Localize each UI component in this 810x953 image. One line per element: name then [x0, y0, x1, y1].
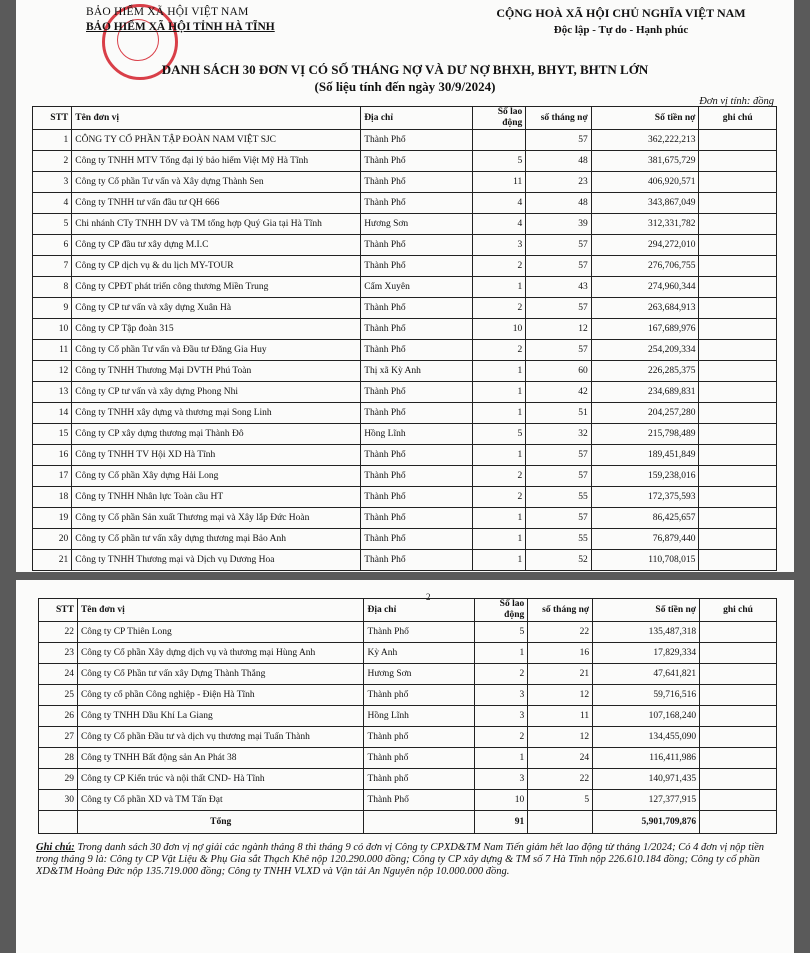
cell-note [699, 298, 777, 319]
cell-amount: 140,971,435 [593, 769, 700, 790]
col-note: ghi chú [700, 599, 777, 622]
cell-note [699, 256, 777, 277]
cell-workers: 10 [475, 790, 528, 811]
total-empty [364, 811, 475, 834]
cell-address: Cẩm Xuyên [361, 277, 473, 298]
table-row [33, 235, 777, 256]
cell-months: 24 [528, 748, 593, 769]
cell-name: Công ty TNHH Dầu Khí La Giang [77, 706, 363, 727]
cell-months: 43 [526, 277, 591, 298]
cell-name: Công ty cổ phần Công nghiệp - Điện Hà Tĩnh [77, 685, 363, 706]
cell-stt: 24 [39, 664, 78, 685]
cell-stt: 15 [33, 424, 72, 445]
cell-name: Công ty Cổ phần Xây dựng Hải Long [72, 466, 361, 487]
cell-address: Hương Sơn [364, 664, 475, 685]
cell-workers: 4 [472, 214, 525, 235]
cell-address: Thành Phố [361, 256, 473, 277]
cell-stt: 6 [33, 235, 72, 256]
cell-stt: 1 [33, 130, 72, 151]
total-empty [39, 811, 78, 834]
cell-months: 32 [526, 424, 591, 445]
cell-amount: 167,689,976 [591, 319, 699, 340]
cell-months: 57 [526, 256, 591, 277]
col-workers: Số lao động [475, 599, 528, 622]
cell-name: Công ty CP Thiên Long [77, 622, 363, 643]
table-row [33, 193, 777, 214]
table-row [33, 214, 777, 235]
cell-stt: 4 [33, 193, 72, 214]
cell-stt: 14 [33, 403, 72, 424]
cell-workers: 2 [472, 466, 525, 487]
cell-workers: 1 [472, 550, 525, 571]
cell-note [699, 508, 777, 529]
table-row [33, 529, 777, 550]
cell-amount: 172,375,593 [591, 487, 699, 508]
cell-months: 60 [526, 361, 591, 382]
cell-workers: 5 [472, 151, 525, 172]
cell-workers: 2 [475, 727, 528, 748]
cell-months: 52 [526, 550, 591, 571]
cell-name: Công ty CP đầu tư xây dựng M.I.C [72, 235, 361, 256]
cell-workers: 3 [475, 706, 528, 727]
cell-workers [472, 130, 525, 151]
cell-workers: 2 [475, 664, 528, 685]
total-amount: 5,901,709,876 [593, 811, 700, 834]
cell-address: Thành phố [364, 748, 475, 769]
total-empty [528, 811, 593, 834]
cell-note [699, 130, 777, 151]
page-1 [16, 0, 794, 572]
cell-months: 48 [526, 151, 591, 172]
cell-name: Công ty Cổ phần XD và TM Tấn Đạt [77, 790, 363, 811]
total-empty [700, 811, 777, 834]
cell-name: Chi nhánh CTy TNHH DV và TM tổng hợp Quý Gia tại Hà Tĩnh [72, 214, 361, 235]
table-row [39, 706, 777, 727]
cell-stt: 11 [33, 340, 72, 361]
table-row [39, 748, 777, 769]
cell-stt: 12 [33, 361, 72, 382]
cell-months: 5 [528, 790, 593, 811]
cell-amount: 294,272,010 [591, 235, 699, 256]
cell-workers: 2 [472, 256, 525, 277]
table-row [33, 445, 777, 466]
cell-name: CÔNG TY CỔ PHẦN TẬP ĐOÀN NAM VIỆT SJC [72, 130, 361, 151]
cell-workers: 1 [475, 748, 528, 769]
cell-workers: 1 [475, 643, 528, 664]
cell-amount: 47,641,821 [593, 664, 700, 685]
cell-amount: 312,331,782 [591, 214, 699, 235]
cell-workers: 2 [472, 340, 525, 361]
cell-stt: 13 [33, 382, 72, 403]
cell-amount: 276,706,755 [591, 256, 699, 277]
cell-workers: 5 [475, 622, 528, 643]
cell-name: Công ty TNHH Thương Mại DVTH Phú Toàn [72, 361, 361, 382]
agency-name: BẢO HIỂM XÃ HỘI TỈNH HÀ TĨNH [86, 21, 275, 33]
cell-name: Công ty Cổ phần tư vấn xây dựng thương mại Bảo Anh [72, 529, 361, 550]
cell-note [700, 748, 777, 769]
motto: Độc lập - Tự do - Hạnh phúc [553, 24, 689, 36]
cell-address: Thành Phố [361, 487, 473, 508]
col-amount: Số tiền nợ [591, 107, 699, 130]
cell-amount: 204,257,280 [591, 403, 699, 424]
national-motto [456, 6, 786, 36]
cell-name: Công ty CP xây dựng thương mại Thành Đô [72, 424, 361, 445]
cell-address: Kỳ Anh [364, 643, 475, 664]
col-name: Tên đơn vị [72, 107, 361, 130]
cell-workers: 10 [472, 319, 525, 340]
cell-amount: 343,867,049 [591, 193, 699, 214]
cell-name: Công ty CP tư vấn và xây dựng Phong Nhi [72, 382, 361, 403]
cell-note [699, 193, 777, 214]
cell-note [700, 769, 777, 790]
agency-header [86, 6, 366, 33]
table-row [33, 487, 777, 508]
cell-amount: 110,708,015 [591, 550, 699, 571]
cell-months: 51 [526, 403, 591, 424]
cell-amount: 135,487,318 [593, 622, 700, 643]
cell-note [699, 277, 777, 298]
cell-note [699, 214, 777, 235]
cell-stt: 19 [33, 508, 72, 529]
col-amount: Số tiền nợ [593, 599, 700, 622]
cell-name: Công ty Cổ phần Xây dựng dịch vụ và thương mại Hùng Anh [77, 643, 363, 664]
cell-address: Thành Phố [361, 529, 473, 550]
table-row [39, 790, 777, 811]
cell-months: 22 [528, 769, 593, 790]
table-row [33, 151, 777, 172]
cell-months: 57 [526, 508, 591, 529]
unit-label: Đơn vị tính: đồng [699, 96, 774, 107]
country-name: CỘNG HOÀ XÃ HỘI CHỦ NGHĨA VIỆT NAM [496, 6, 746, 20]
cell-address: Thành Phố [361, 340, 473, 361]
col-workers: Số lao động [472, 107, 525, 130]
cell-workers: 1 [472, 445, 525, 466]
cell-note [699, 445, 777, 466]
table-row [33, 424, 777, 445]
table-header-row [33, 107, 777, 130]
table-row [33, 298, 777, 319]
cell-months: 57 [526, 235, 591, 256]
cell-months: 39 [526, 214, 591, 235]
cell-stt: 20 [33, 529, 72, 550]
col-months: số tháng nợ [526, 107, 591, 130]
table-body-page-1 [33, 130, 777, 571]
total-workers: 91 [475, 811, 528, 834]
table-row [39, 685, 777, 706]
table-row [33, 130, 777, 151]
table-row [33, 172, 777, 193]
cell-months: 57 [526, 298, 591, 319]
col-stt: STT [39, 599, 78, 622]
cell-amount: 134,455,090 [593, 727, 700, 748]
cell-address: Thành Phố [361, 382, 473, 403]
cell-stt: 23 [39, 643, 78, 664]
cell-amount: 59,716,516 [593, 685, 700, 706]
cell-workers: 2 [472, 487, 525, 508]
table-row [33, 550, 777, 571]
table-row [39, 727, 777, 748]
cell-address: Thành Phố [364, 622, 475, 643]
cell-address: Thành Phố [361, 298, 473, 319]
cell-note [700, 643, 777, 664]
cell-address: Hồng Lĩnh [364, 706, 475, 727]
cell-months: 42 [526, 382, 591, 403]
cell-address: Thành Phố [361, 466, 473, 487]
table-row [33, 466, 777, 487]
table-row [33, 340, 777, 361]
footnote-label: Ghi chú: [36, 842, 75, 853]
cell-address: Thị xã Kỳ Anh [361, 361, 473, 382]
cell-address: Thành Phố [361, 193, 473, 214]
cell-workers: 1 [472, 277, 525, 298]
document-title: DANH SÁCH 30 ĐƠN VỊ CÓ SỐ THÁNG NỢ VÀ DƯ NỢ BHXH, BHYT, BHTN LỚN [161, 62, 649, 77]
cell-workers: 3 [472, 235, 525, 256]
cell-stt: 10 [33, 319, 72, 340]
cell-note [699, 466, 777, 487]
cell-stt: 25 [39, 685, 78, 706]
cell-amount: 107,168,240 [593, 706, 700, 727]
col-address: Địa chỉ [364, 599, 475, 622]
cell-address: Thành Phố [361, 508, 473, 529]
cell-name: Công ty Cổ Phần tư vấn xây Dựng Thành Thắng [77, 664, 363, 685]
cell-address: Thành Phố [361, 550, 473, 571]
cell-name: Công ty CP dịch vụ & du lịch MY-TOUR [72, 256, 361, 277]
cell-name: Công ty Cổ phần Tư vấn và Xây dựng Thành Sen [72, 172, 361, 193]
table-row [33, 361, 777, 382]
cell-note [700, 664, 777, 685]
cell-stt: 9 [33, 298, 72, 319]
cell-months: 12 [526, 319, 591, 340]
col-stt: STT [33, 107, 72, 130]
cell-stt: 21 [33, 550, 72, 571]
cell-note [700, 790, 777, 811]
page-number: 2 [426, 592, 431, 602]
table-row [39, 664, 777, 685]
cell-amount: 406,920,571 [591, 172, 699, 193]
cell-note [699, 403, 777, 424]
cell-stt: 30 [39, 790, 78, 811]
cell-name: Công ty CP Kiến trúc và nội thất CND- Hà Tĩnh [77, 769, 363, 790]
cell-stt: 5 [33, 214, 72, 235]
cell-note [699, 487, 777, 508]
cell-amount: 215,798,489 [591, 424, 699, 445]
cell-amount: 362,222,213 [591, 130, 699, 151]
cell-note [699, 172, 777, 193]
cell-months: 48 [526, 193, 591, 214]
cell-note [699, 529, 777, 550]
cell-amount: 226,285,375 [591, 361, 699, 382]
table-row [33, 277, 777, 298]
cell-address: Thành phố [364, 727, 475, 748]
cell-amount: 274,960,344 [591, 277, 699, 298]
cell-amount: 254,209,334 [591, 340, 699, 361]
cell-workers: 4 [472, 193, 525, 214]
cell-note [699, 340, 777, 361]
cell-note [699, 151, 777, 172]
cell-stt: 16 [33, 445, 72, 466]
cell-name: Công ty CP Tập đoàn 315 [72, 319, 361, 340]
table-row [33, 382, 777, 403]
cell-workers: 1 [472, 529, 525, 550]
cell-address: Hồng Lĩnh [361, 424, 473, 445]
cell-name: Công ty TNHH Bất động sản An Phát 38 [77, 748, 363, 769]
cell-name: Công ty TNHH Thương mại và Dịch vụ Dương Hoa [72, 550, 361, 571]
cell-note [699, 550, 777, 571]
cell-amount: 189,451,849 [591, 445, 699, 466]
footnote [36, 842, 776, 878]
cell-name: Công ty TNHH Nhân lực Toàn cầu HT [72, 487, 361, 508]
cell-note [700, 622, 777, 643]
cell-workers: 1 [472, 382, 525, 403]
cell-workers: 1 [472, 361, 525, 382]
cell-stt: 28 [39, 748, 78, 769]
cell-workers: 1 [472, 403, 525, 424]
cell-address: Thành Phố [361, 445, 473, 466]
cell-note [699, 235, 777, 256]
cell-note [700, 727, 777, 748]
col-address: Địa chỉ [361, 107, 473, 130]
table-row [33, 319, 777, 340]
cell-workers: 5 [472, 424, 525, 445]
cell-stt: 3 [33, 172, 72, 193]
cell-stt: 8 [33, 277, 72, 298]
cell-workers: 3 [475, 685, 528, 706]
cell-amount: 76,879,440 [591, 529, 699, 550]
total-label: Tổng [77, 811, 363, 834]
cell-note [699, 319, 777, 340]
debt-table-page-1 [32, 106, 777, 571]
cell-stt: 27 [39, 727, 78, 748]
cell-workers: 3 [475, 769, 528, 790]
cell-address: Thành Phố [364, 790, 475, 811]
cell-name: Công ty TNHH tư vấn đầu tư QH 666 [72, 193, 361, 214]
table-row [39, 643, 777, 664]
cell-address: Thành Phố [361, 172, 473, 193]
cell-address: Thành Phố [361, 151, 473, 172]
cell-months: 57 [526, 445, 591, 466]
cell-months: 11 [528, 706, 593, 727]
cell-note [699, 361, 777, 382]
cell-months: 12 [528, 685, 593, 706]
cell-amount: 381,675,729 [591, 151, 699, 172]
col-months: số tháng nợ [528, 599, 593, 622]
page-2 [16, 580, 794, 953]
cell-workers: 2 [472, 298, 525, 319]
cell-months: 57 [526, 466, 591, 487]
cell-stt: 29 [39, 769, 78, 790]
table-row [33, 508, 777, 529]
cell-name: Công ty CP tư vấn và xây dựng Xuân Hà [72, 298, 361, 319]
cell-address: Thành Phố [361, 319, 473, 340]
total-row [39, 811, 777, 834]
cell-amount: 116,411,986 [593, 748, 700, 769]
cell-name: Công ty TNHH MTV Tổng đại lý bảo hiểm Việt Mỹ Hà Tĩnh [72, 151, 361, 172]
cell-months: 55 [526, 487, 591, 508]
cell-months: 57 [526, 340, 591, 361]
document-subtitle: (Số liệu tính đến ngày 30/9/2024) [314, 79, 496, 94]
cell-note [699, 424, 777, 445]
cell-months: 22 [528, 622, 593, 643]
table-body-page-2 [39, 622, 777, 811]
cell-address: Thành Phố [361, 235, 473, 256]
cell-months: 55 [526, 529, 591, 550]
cell-amount: 263,684,913 [591, 298, 699, 319]
cell-workers: 1 [472, 508, 525, 529]
cell-name: Công ty TNHH TV Hội XD Hà Tĩnh [72, 445, 361, 466]
cell-months: 12 [528, 727, 593, 748]
cell-stt: 18 [33, 487, 72, 508]
cell-address: Thành Phố [361, 403, 473, 424]
debt-table-page-2 [38, 598, 777, 834]
cell-workers: 11 [472, 172, 525, 193]
table-row [39, 769, 777, 790]
cell-note [700, 706, 777, 727]
cell-amount: 86,425,657 [591, 508, 699, 529]
cell-name: Công ty TNHH xây dựng và thương mại Song Linh [72, 403, 361, 424]
cell-address: Thành phố [364, 685, 475, 706]
cell-address: Hương Sơn [361, 214, 473, 235]
table-row [33, 403, 777, 424]
cell-months: 21 [528, 664, 593, 685]
cell-months: 23 [526, 172, 591, 193]
cell-stt: 2 [33, 151, 72, 172]
cell-months: 16 [528, 643, 593, 664]
cell-amount: 127,377,915 [593, 790, 700, 811]
cell-amount: 17,829,334 [593, 643, 700, 664]
cell-stt: 7 [33, 256, 72, 277]
cell-address: Thành Phố [361, 130, 473, 151]
footnote-text: Trong danh sách 30 đơn vị nợ giải các ngành tháng 8 thì tháng 9 có đơn vị Công ty CPXD&TM Nam Tiến giảm hết lao động từ tháng 1/2024; Có 4 đơn vị nộp tiền trong tháng 9 là: Công ty CP Vật Liệu & Phụ Gia sắt Thạch Khê nộp 120.290.000 đồng; Công ty CP xây dựng & TM số 7 Hà Tĩnh nộp 226.610.184 đồng; Công ty cổ phần XD&TM Hoàng Đức nộp 135.719.000 đồng; Công ty TNHH VLXD và Vận tải An Nguyên nộp 10.000.000 đồng. [36, 842, 765, 877]
cell-months: 57 [526, 130, 591, 151]
table-header-row [39, 599, 777, 622]
cell-note [699, 382, 777, 403]
cell-name: Công ty CPĐT phát triển công thương Miền Trung [72, 277, 361, 298]
table-row [33, 256, 777, 277]
cell-address: Thành phố [364, 769, 475, 790]
cell-amount: 234,689,831 [591, 382, 699, 403]
cell-name: Công ty Cổ phần Sản xuất Thương mại và Xây lắp Đức Hoàn [72, 508, 361, 529]
cell-amount: 159,238,016 [591, 466, 699, 487]
col-note: ghi chú [699, 107, 777, 130]
cell-name: Công ty Cổ phần Tư vấn và Đầu tư Đăng Gia Huy [72, 340, 361, 361]
cell-note [700, 685, 777, 706]
cell-stt: 22 [39, 622, 78, 643]
table-row [39, 622, 777, 643]
cell-stt: 17 [33, 466, 72, 487]
agency-parent: BẢO HIỂM XÃ HỘI VIỆT NAM [86, 6, 249, 18]
cell-name: Công ty Cổ phần Đầu tư và dịch vụ thương mại Tuấn Thành [77, 727, 363, 748]
cell-stt: 26 [39, 706, 78, 727]
col-name: Tên đơn vị [77, 599, 363, 622]
